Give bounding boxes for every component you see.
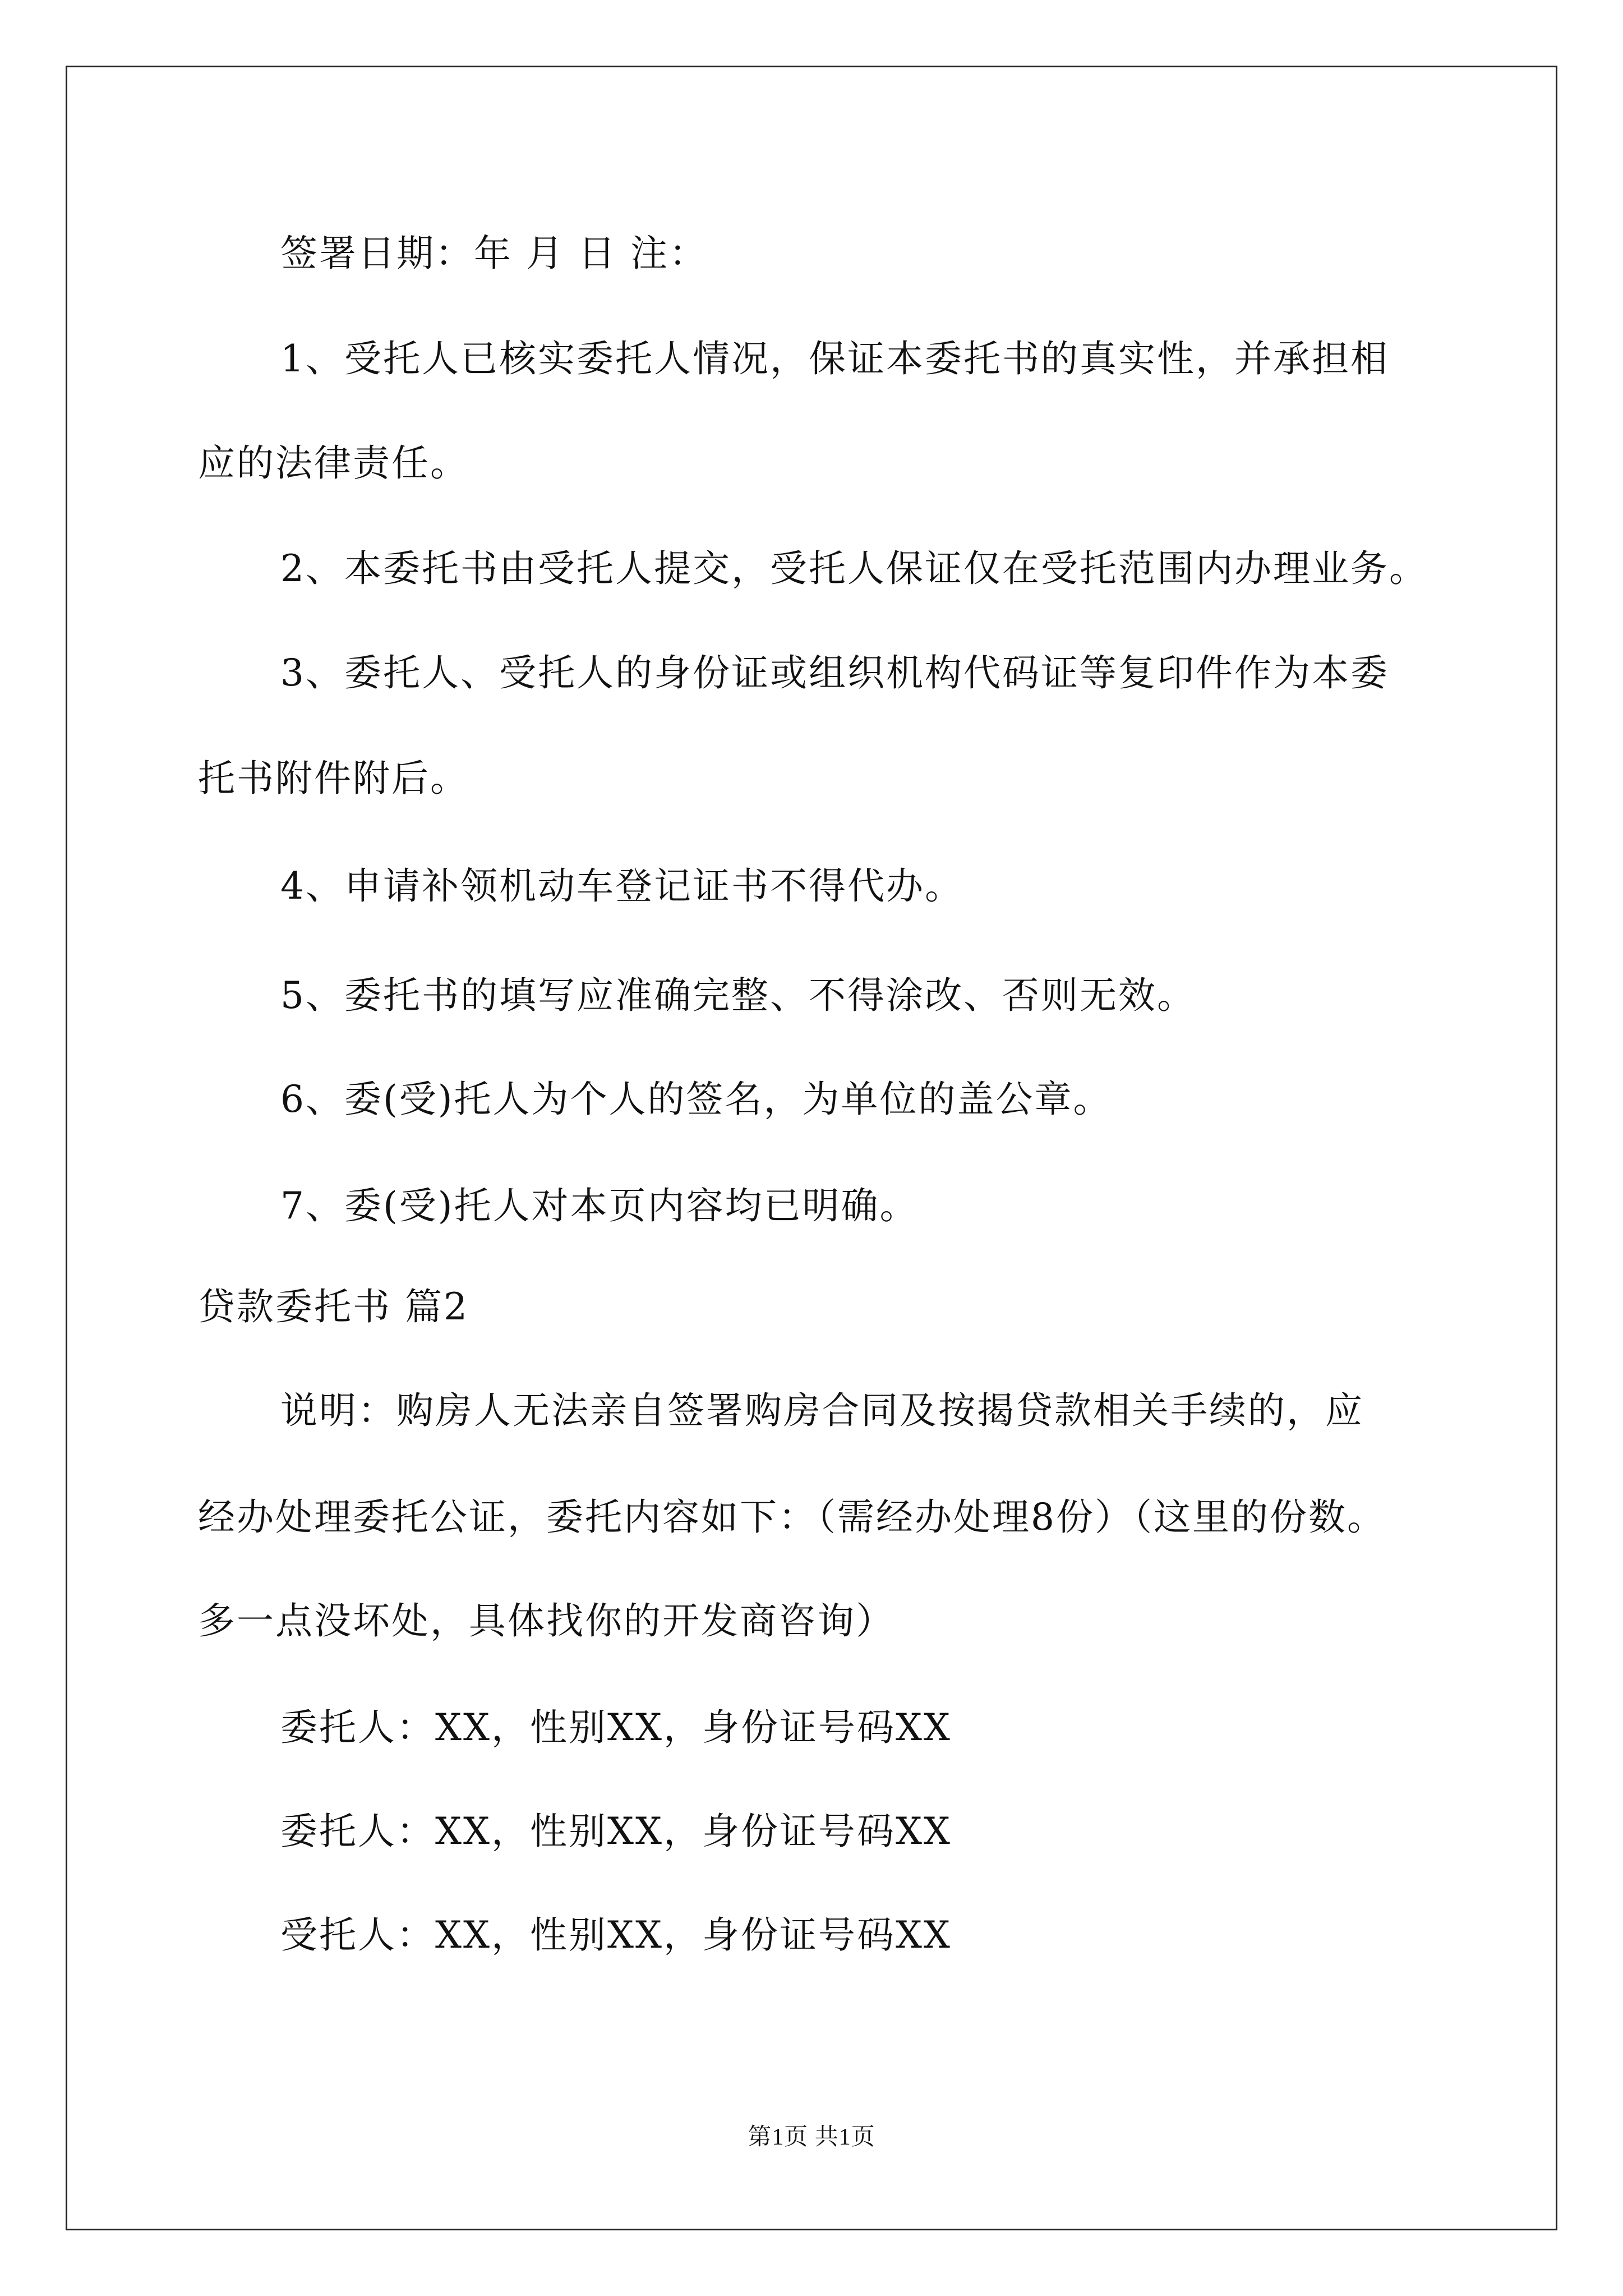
note-3-line-2: 托书附件附后。 bbox=[198, 757, 469, 800]
note-1-line-1: 1、受托人已核实委托人情况，保证本委托书的真实性，并承担相 bbox=[280, 337, 1389, 380]
note-7: 7、委(受)托人对本页内容均已明确。 bbox=[280, 1184, 919, 1227]
explanation-line-3: 多一点没坏处，具体找你的开发商咨询） bbox=[198, 1599, 895, 1642]
section-heading: 贷款委托书 篇2 bbox=[198, 1285, 469, 1328]
page-border bbox=[66, 66, 1557, 2230]
page-number-footer: 第1页 共1页 bbox=[748, 2124, 875, 2150]
explanation-line-2: 经办处理委托公证，委托内容如下：（需经办处理8份）（这里的份数。 bbox=[198, 1496, 1386, 1539]
note-2: 2、本委托书由受托人提交，受托人保证仅在受托范围内办理业务。 bbox=[280, 547, 1428, 590]
note-4: 4、申请补领机动车登记证书不得代办。 bbox=[280, 864, 963, 908]
note-5: 5、委托书的填写应准确完整、不得涂改、否则无效。 bbox=[280, 974, 1196, 1017]
note-6: 6、委(受)托人为个人的签名，为单位的盖公章。 bbox=[280, 1078, 1112, 1121]
principal-1: 委托人：XX，性别XX，身份证号码XX bbox=[280, 1706, 952, 1749]
principal-2: 委托人：XX，性别XX，身份证号码XX bbox=[280, 1810, 952, 1853]
signing-date-line: 签署日期：年 月 日 注： bbox=[280, 232, 708, 275]
agent: 受托人：XX，性别XX，身份证号码XX bbox=[280, 1913, 952, 1957]
note-1-line-2: 应的法律责任。 bbox=[198, 441, 469, 485]
note-3-line-1: 3、委托人、受托人的身份证或组织机构代码证等复印件作为本委 bbox=[280, 651, 1389, 694]
explanation-line-1: 说明：购房人无法亲自签署购房合同及按揭贷款相关手续的，应 bbox=[280, 1389, 1364, 1432]
